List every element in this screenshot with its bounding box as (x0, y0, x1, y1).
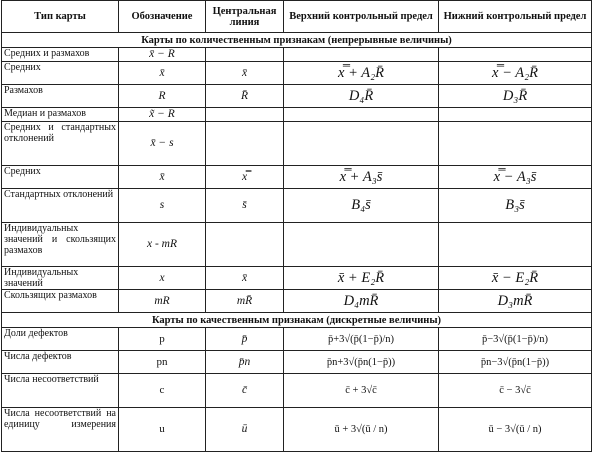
center-line (206, 122, 284, 166)
table-row (2, 108, 592, 122)
chart-type: Числа несоответствий (2, 374, 119, 408)
lower-limit: ū − 3√(ū / n) (439, 408, 592, 452)
upper-limit: c̄ + 3√c̄ (284, 374, 439, 408)
upper-limit: p̄n+3√(p̄n(1−p̄)) (284, 351, 439, 374)
section-title: Карты по качественным признакам (дискретные величины) (2, 313, 592, 328)
table-row (2, 189, 592, 223)
chart-type: Средних (2, 166, 119, 189)
upper-limit: x̿ + A₂R̄ (284, 62, 439, 85)
chart-symbol: x̃ − R (119, 108, 206, 122)
lower-limit (439, 223, 592, 267)
lower-limit: B₃s̄ (439, 189, 592, 223)
section-title: Карты по количественным признакам (непрерывные величины) (2, 33, 592, 48)
upper-limit: x̄ + E₂R̄ (284, 267, 439, 290)
chart-type: Размахов (2, 85, 119, 108)
chart-symbol: u (119, 408, 206, 452)
lower-limit: x̿ − A₃s̄ (439, 166, 592, 189)
table-row (2, 408, 592, 452)
chart-symbol: mR (119, 290, 206, 313)
upper-limit: B₄s̄ (284, 189, 439, 223)
lower-limit: p̄−3√(p̄(1−p̄)/n) (439, 328, 592, 351)
chart-type: Индивидуальных значений (2, 267, 119, 290)
table-row (2, 351, 592, 374)
chart-type: Средних и стандартных отклонений (2, 122, 119, 166)
control-charts-table (1, 0, 592, 452)
table-row (2, 48, 592, 62)
center-line: p̄n (206, 351, 284, 374)
chart-symbol: x̄ − R (119, 48, 206, 62)
chart-symbol: x̄ − s (119, 122, 206, 166)
lower-limit: D₃R̄ (439, 85, 592, 108)
chart-type: Медиан и размахов (2, 108, 119, 122)
chart-symbol: p (119, 328, 206, 351)
chart-type: Доли дефектов (2, 328, 119, 351)
section-qualitative (2, 313, 592, 328)
lower-limit (439, 108, 592, 122)
upper-limit: p̄+3√(p̄(1−p̄)/n) (284, 328, 439, 351)
upper-limit: ū + 3√(ū / n) (284, 408, 439, 452)
header-symbol: Обозначение (119, 1, 206, 33)
upper-limit (284, 108, 439, 122)
center-line (206, 223, 284, 267)
chart-symbol: c (119, 374, 206, 408)
lower-limit (439, 48, 592, 62)
lower-limit: D₃mR̄ (439, 290, 592, 313)
upper-limit: D₄mR̄ (284, 290, 439, 313)
lower-limit: x̄ − E₂R̄ (439, 267, 592, 290)
table-row (2, 290, 592, 313)
lower-limit: p̄n−3√(p̄n(1−p̄)) (439, 351, 592, 374)
chart-symbol: pn (119, 351, 206, 374)
table-row (2, 62, 592, 85)
center-line: x̄ (206, 62, 284, 85)
lower-limit (439, 122, 592, 166)
chart-symbol: s (119, 189, 206, 223)
chart-type: Скользящих размахов (2, 290, 119, 313)
center-line: x̄ (206, 267, 284, 290)
header-lower-limit: Нижний контрольный предел (439, 1, 592, 33)
center-line: x̿ (206, 166, 284, 189)
chart-symbol: x (119, 267, 206, 290)
table-row (2, 122, 592, 166)
chart-type: Числа несоответствий на единицу измерения (2, 408, 119, 452)
table-row (2, 374, 592, 408)
table-row (2, 223, 592, 267)
chart-type: Средних и размахов (2, 48, 119, 62)
center-line: R̄ (206, 85, 284, 108)
lower-limit: c̄ − 3√c̄ (439, 374, 592, 408)
lower-limit: x̿ − A₂R̄ (439, 62, 592, 85)
upper-limit (284, 122, 439, 166)
table-row (2, 166, 592, 189)
chart-symbol: x - mR (119, 223, 206, 267)
chart-type: Индивидуальных значений и скользящих размахов (2, 223, 119, 267)
center-line: c̄ (206, 374, 284, 408)
upper-limit: D₄R̄ (284, 85, 439, 108)
center-line: p̄ (206, 328, 284, 351)
header-type: Тип карты (2, 1, 119, 33)
chart-type: Средних (2, 62, 119, 85)
table-header-row (2, 1, 592, 33)
chart-type: Стандартных отклонений (2, 189, 119, 223)
chart-symbol: R (119, 85, 206, 108)
center-line (206, 48, 284, 62)
upper-limit: x̿ + A₃s̄ (284, 166, 439, 189)
section-quantitative (2, 33, 592, 48)
center-line: s̄ (206, 189, 284, 223)
header-center-line: Центральная линия (206, 1, 284, 33)
chart-type: Числа дефектов (2, 351, 119, 374)
header-upper-limit: Верхний контрольный предел (284, 1, 439, 33)
center-line: mR̄ (206, 290, 284, 313)
table-row (2, 328, 592, 351)
upper-limit (284, 223, 439, 267)
upper-limit (284, 48, 439, 62)
chart-symbol: x̄ (119, 62, 206, 85)
chart-symbol: x̄ (119, 166, 206, 189)
center-line: ū (206, 408, 284, 452)
table-row (2, 267, 592, 290)
table-row (2, 85, 592, 108)
center-line (206, 108, 284, 122)
